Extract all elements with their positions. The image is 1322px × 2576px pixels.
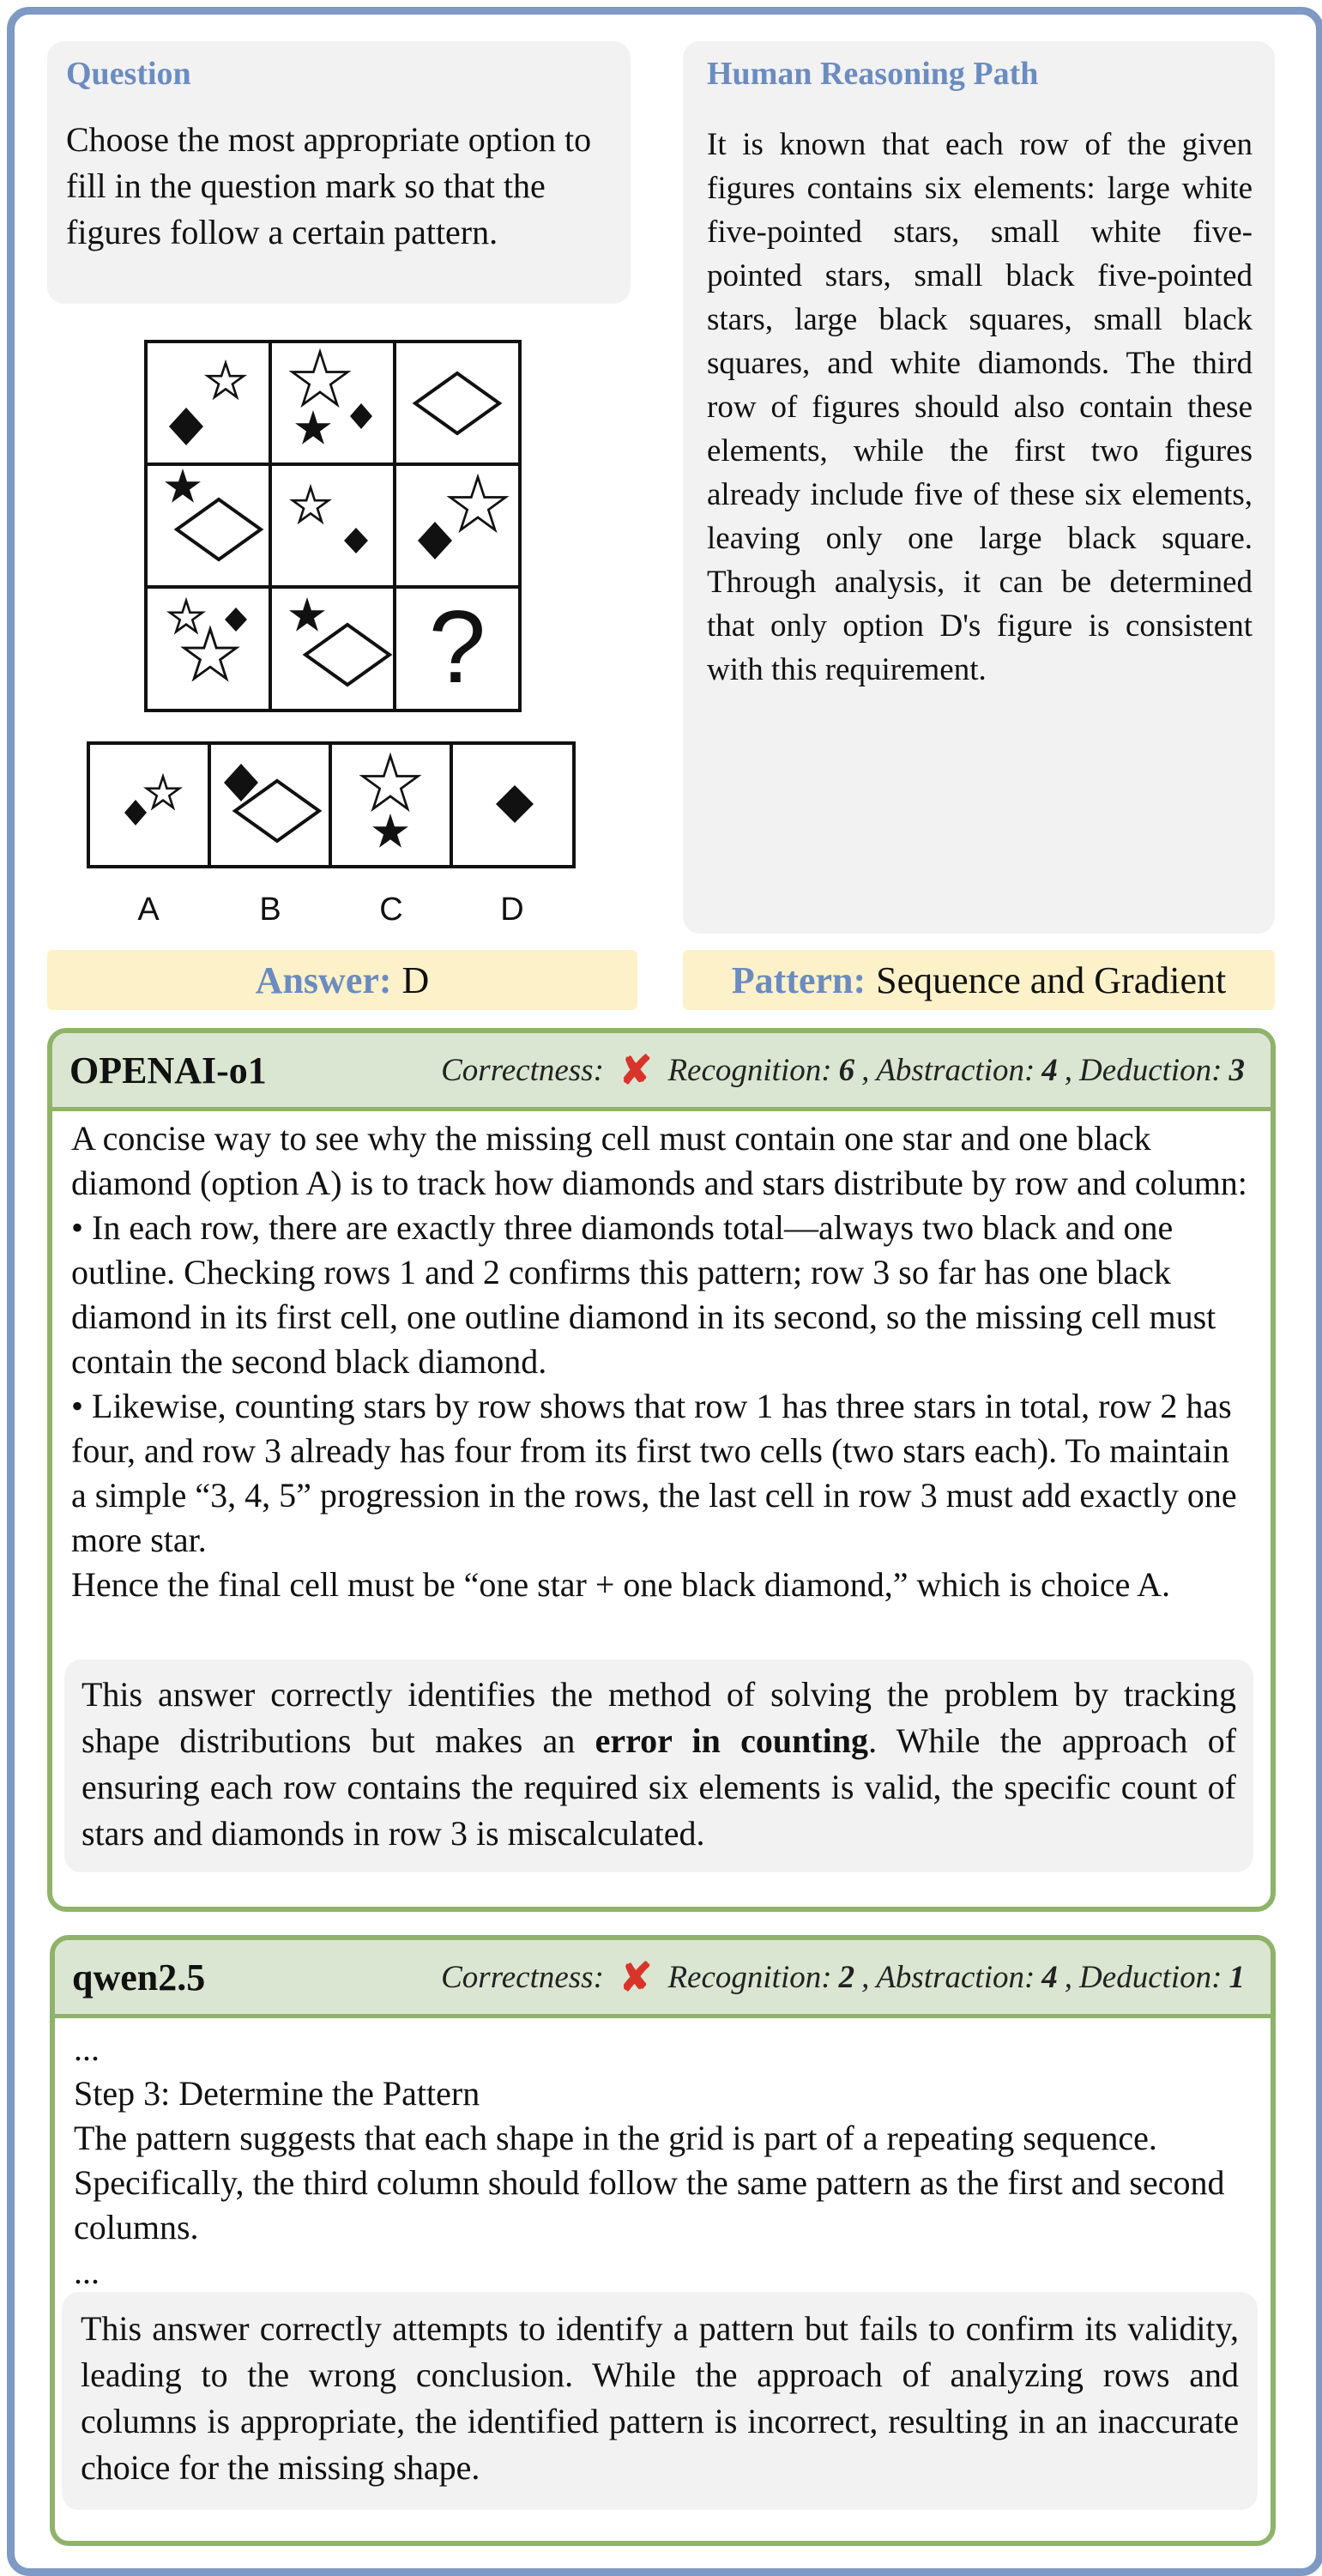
response-line: A concise way to see why the missing cell must contain one star and one black diamond (option A) is to track how diamonds and stars distribute by row and column: <box>71 1119 1247 1202</box>
pattern-bar <box>683 950 1275 1010</box>
abstraction-score: 4 <box>1041 1959 1058 1995</box>
grid-cell-r2c3 <box>418 477 505 559</box>
recognition-score: 2 <box>838 1959 855 1995</box>
cross-icon: ✘ <box>619 1956 653 1999</box>
grid-cell-r2c1 <box>165 469 261 559</box>
reasoning-panel <box>683 41 1275 934</box>
reasoning-text: It is known that each row of the given figures contains six elements: large white five-pointed stars, small white five-pointed stars, small black five-pointed stars, large black squares, small black squares, and white diamonds. The third row of figures should also contain these elements, while the first two figures already include five of these six elements, leaving only one large black square. Through analysis, it can be determined that only option D's figure is consistent with this requirement. <box>707 127 1253 687</box>
grid-cell-r3c3 <box>429 590 486 704</box>
option-label-a: A <box>137 892 160 928</box>
abstraction-label: Abstraction: <box>876 1959 1035 1995</box>
model-scores: Correctness: ✘ Recognition: 2 , Abstraction: 4 , Deduction: 1 <box>441 1956 1245 1999</box>
question-text: Choose the most appropriate option to fill in the question mark so that the figures follow a certain pattern. <box>66 120 592 251</box>
answer-bar <box>47 950 637 1010</box>
response-line: ... <box>74 2252 100 2291</box>
model-response <box>55 2018 1271 2295</box>
correctness-label: Correctness: <box>441 1052 604 1088</box>
abstraction-label: Abstraction: <box>876 1052 1035 1088</box>
question-heading: Question <box>66 56 191 92</box>
grid-cell-r3c2 <box>289 597 389 685</box>
deduction-label: Deduction: <box>1079 1959 1222 1995</box>
option-c-figure <box>363 756 419 848</box>
evaluation-note <box>64 1660 1253 1872</box>
puzzle-figure <box>81 335 613 940</box>
recognition-label: Recognition: <box>667 1959 832 1995</box>
reasoning-heading: Human Reasoning Path <box>707 56 1039 92</box>
option-a-figure <box>124 777 179 825</box>
response-line: • Likewise, counting stars by row shows that row 1 has three stars in total, row 2 has four, and row 3 already has four from its first two cells (two stars each). To maintain a simple “3, 4, 5” progression in the rows, the last cell in row 3 must add exactly one more star. <box>71 1387 1237 1559</box>
model-card-qwen2-5 <box>50 1935 1276 2546</box>
response-line: ... <box>74 2029 100 2068</box>
model-scores: Correctness: ✘ Recognition: 6 , Abstraction: 4 , Deduction: 3 <box>441 1049 1245 1092</box>
correctness-label: Correctness: <box>441 1959 604 1995</box>
option-d-figure <box>496 785 534 823</box>
model-name: qwen2.5 <box>72 1956 206 1999</box>
recognition-score: 6 <box>838 1052 855 1088</box>
grid-cell-r2c2 <box>293 487 368 553</box>
puzzle-figure-svg <box>81 335 613 935</box>
option-label-c: C <box>379 892 403 928</box>
deduction-score: 3 <box>1228 1052 1245 1088</box>
grid-cell-r1c3 <box>415 373 499 433</box>
evaluation-text: . While the approach of ensuring each row contains the required six elements is valid, the specific count of stars and diamonds in row 3 is miscalculated. <box>81 1721 1237 1853</box>
question-mark: ? <box>428 590 486 704</box>
pattern-value: Sequence and Gradient <box>876 958 1227 1001</box>
question-panel <box>47 41 631 304</box>
evaluation-highlight: error in counting <box>595 1721 869 1760</box>
deduction-score: 1 <box>1228 1959 1245 1995</box>
response-line: Hence the final cell must be “one star + one black diamond,” which is choice A. <box>71 1565 1171 1604</box>
response-line: The pattern suggests that each shape in the grid is part of a repeating sequence. Specifically, the third column should follow the same pattern as the first and second columns. <box>74 2119 1225 2246</box>
response-line: • In each row, there are exactly three diamonds total—always two black and one outline. Checking rows 1 and 2 confirms this pattern; row 3 so far has one black diamond in its first cell, one outline diamond in its second, so the missing cell must contain the second black diamond. <box>71 1208 1216 1381</box>
model-card-openai-o1 <box>47 1028 1276 1912</box>
pattern-label: Pattern: <box>731 958 866 1001</box>
option-label-d: D <box>500 892 524 928</box>
grid-cell-r1c1 <box>169 363 244 445</box>
answer-value: D <box>401 958 430 1001</box>
evaluation-text: This answer correctly identifies the method of solving the problem by tracking shape distributions but makes an <box>81 1675 1236 1760</box>
cross-icon: ✘ <box>619 1049 653 1092</box>
abstraction-score: 4 <box>1041 1052 1058 1088</box>
evaluation-note: This answer correctly attempts to identify a pattern but fails to confirm its validity, leading to the wrong conclusion. While the approach of analyzing rows and columns is appropriate, the identified pattern is incorrect, resulting in an inaccurate choice for the missing shape. <box>62 2292 1258 2510</box>
model-response <box>52 1111 1271 1607</box>
deduction-label: Deduction: <box>1079 1052 1222 1088</box>
grid-cell-r3c1 <box>170 601 247 679</box>
answer-label: Answer: <box>255 958 392 1001</box>
model-name: OPENAI-o1 <box>69 1049 267 1091</box>
model-header <box>52 1033 1271 1111</box>
response-line: Step 3: Determine the Pattern <box>74 2074 480 2113</box>
option-label-b: B <box>259 892 281 928</box>
grid-cell-r1c2 <box>293 352 372 444</box>
model-header <box>55 1940 1271 2018</box>
option-b-figure <box>224 764 319 841</box>
recognition-label: Recognition: <box>667 1052 832 1088</box>
